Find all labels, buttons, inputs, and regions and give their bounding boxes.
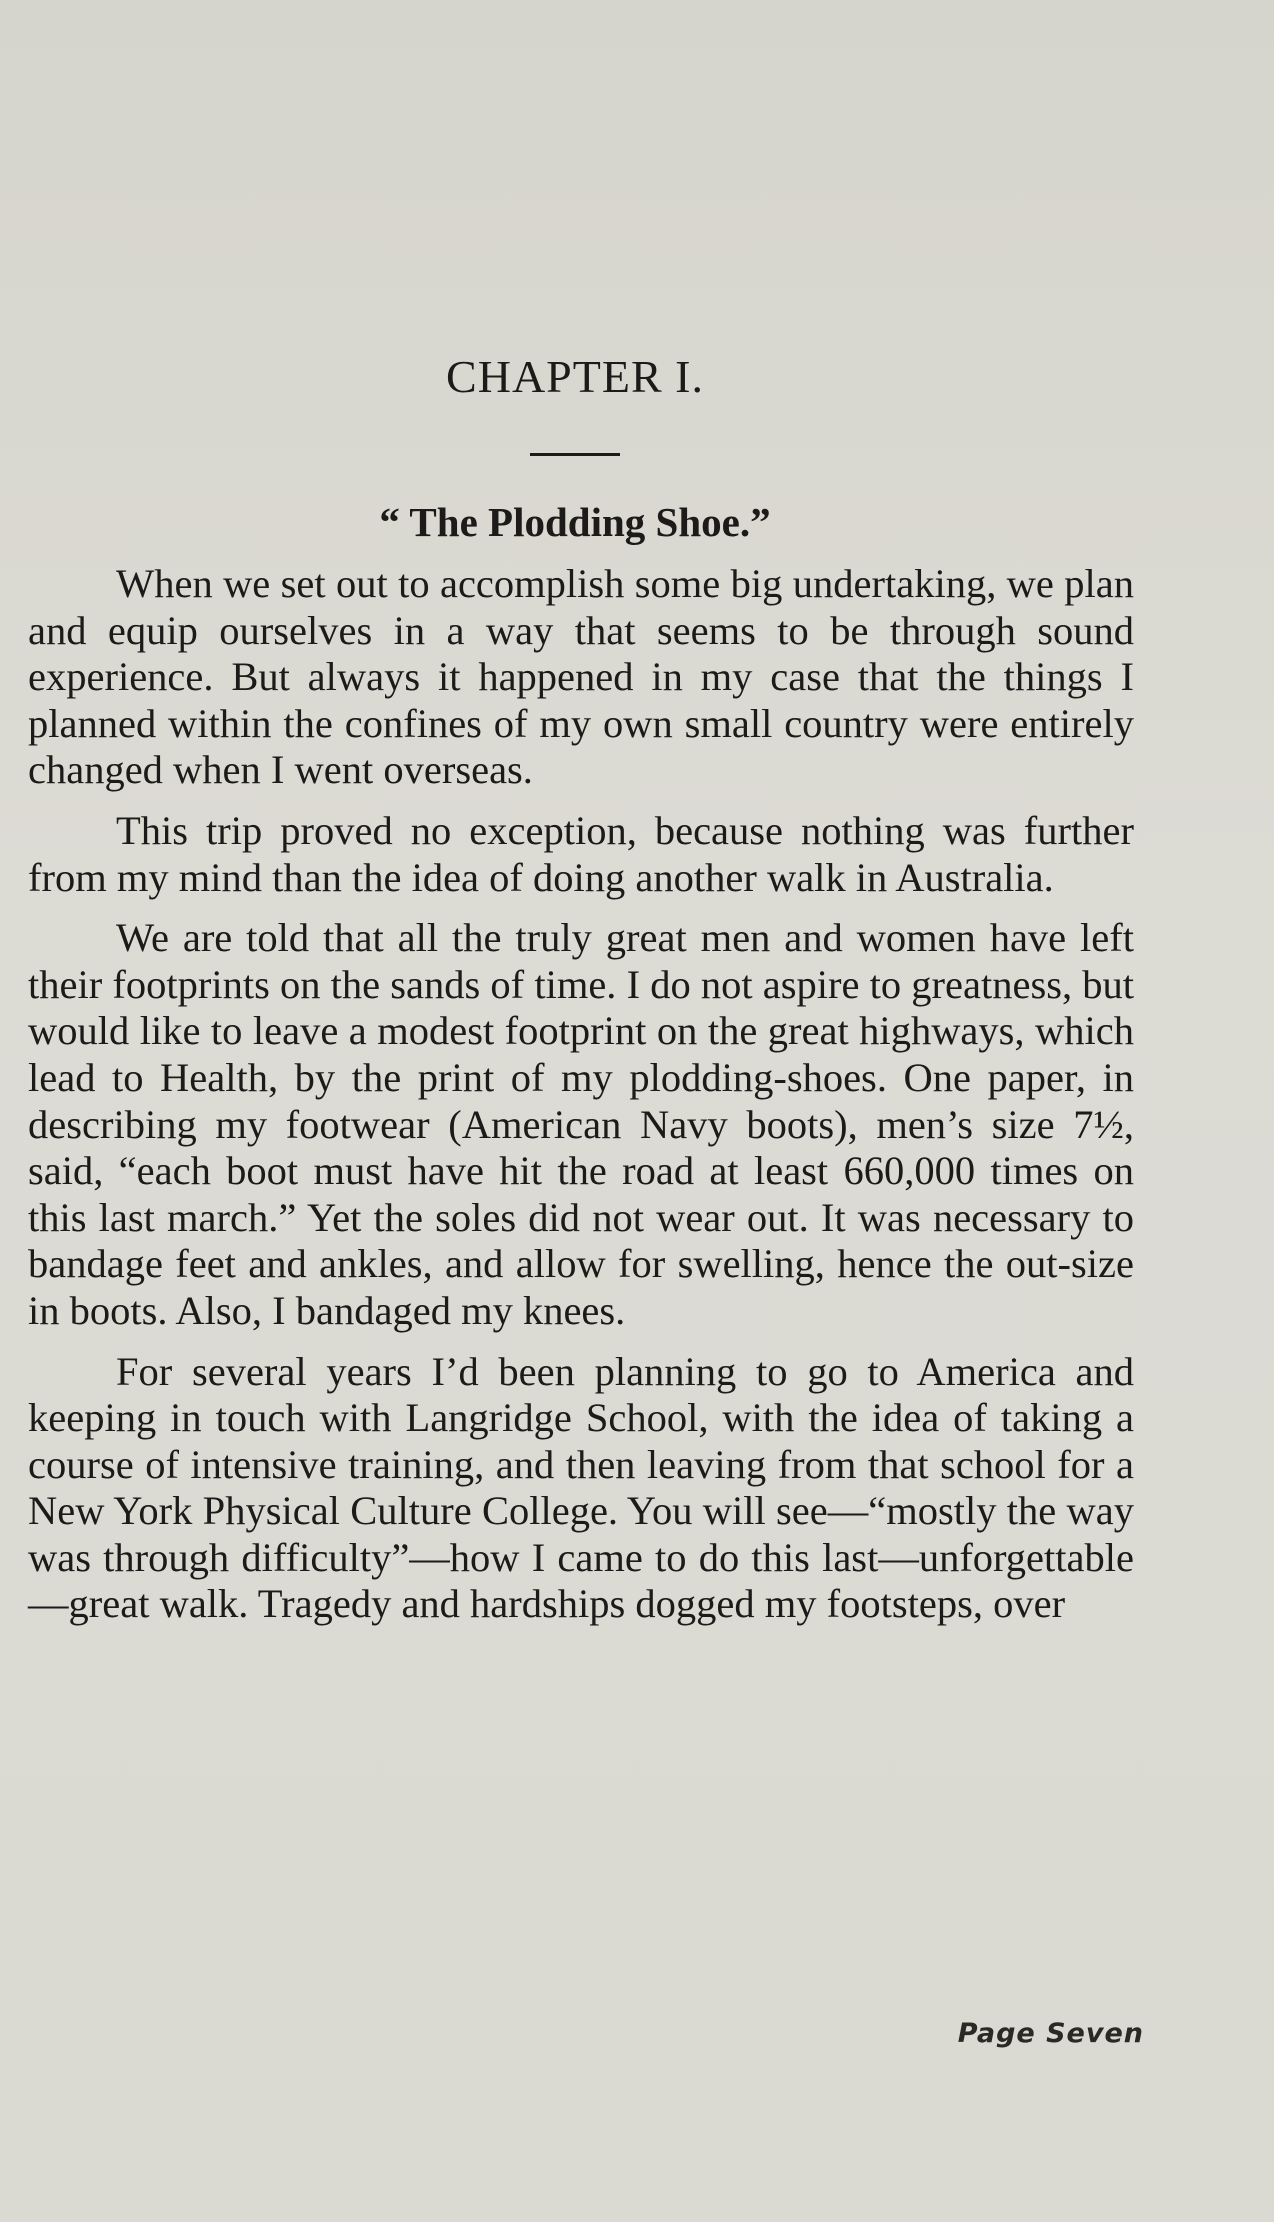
paragraph: When we set out to accomplish some big undertaking, we plan and equip ourselves in a way that seems to be through sound experience. But always it happened in my case that the things I planned within the confines of my own small country were entirely changed when I went overseas. [28,561,1134,793]
body-text [28,561,1134,1642]
paragraph: This trip proved no exception, because nothing was further from my mind than the idea of doing another walk in Australia. [28,807,1134,900]
heading-divider [530,453,620,456]
paragraph: For several years I’d been planning to go to America and keeping in touch with Langridge School, with the idea of taking a course of intensive training, and then leaving from that school for a New York Physical Culture College. You will see—“mostly the way was through difficulty”—how I came to do this last—unforgettable—great walk. Tragedy and hardships dogged my footsteps, over [28,1348,1134,1627]
page-number: Page Seven [957,2018,1144,2049]
chapter-heading: CHAPTER I. [446,351,704,402]
paragraph: We are told that all the truly great men and women have left their footprints on the sands of time. I do not aspire to greatness, but would like to leave a modest footprint on the great highways, which lead to Health, by the print of my plodding-shoes. One paper, in describing my footwear (American Navy boots), men’s size 7½, said, “each boot must have hit the road at least 660,000 times on this last march.” Yet the soles did not wear out. It was necessary to bandage feet and ankles, and allow for swelling, hence the out-size in boots. Also, I bandaged my knees. [28,915,1134,1333]
chapter-title: “ The Plodding Shoe.” [379,499,771,545]
